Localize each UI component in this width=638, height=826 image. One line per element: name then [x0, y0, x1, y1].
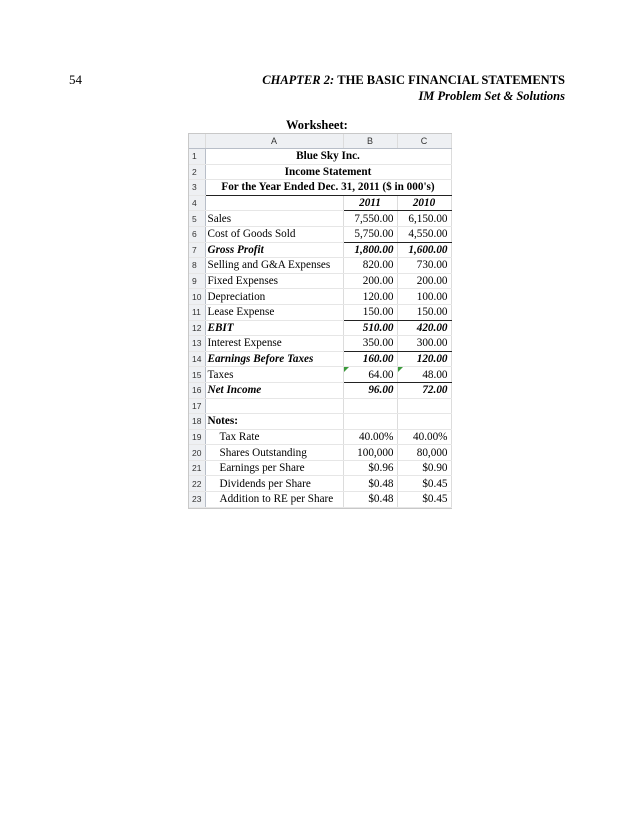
- row-19: [189, 429, 451, 445]
- row-22: [189, 476, 451, 492]
- value-2011-cell[interactable]: 40.00%: [343, 429, 397, 445]
- label-cell[interactable]: Taxes: [205, 367, 343, 383]
- label-cell[interactable]: Depreciation: [205, 289, 343, 305]
- row-20: [189, 445, 451, 461]
- row-number[interactable]: 18: [189, 414, 205, 430]
- value-2010-cell[interactable]: $0.90: [397, 460, 451, 476]
- value-2010-cell[interactable]: $0.45: [397, 492, 451, 508]
- value-2011-cell[interactable]: 1,800.00: [343, 242, 397, 258]
- label-cell[interactable]: Fixed Expenses: [205, 273, 343, 289]
- cell-a4[interactable]: [205, 195, 343, 211]
- value-2010-cell[interactable]: 72.00: [397, 382, 451, 398]
- label-cell[interactable]: Sales: [205, 211, 343, 227]
- row-number[interactable]: 9: [189, 273, 205, 289]
- label-cell[interactable]: Lease Expense: [205, 304, 343, 320]
- row-14: [189, 351, 451, 367]
- row-number[interactable]: 13: [189, 336, 205, 352]
- page-number: 54: [69, 72, 82, 87]
- row-4: [189, 195, 451, 211]
- row-2: [189, 164, 451, 180]
- income-statement-table: [189, 134, 452, 508]
- label-cell[interactable]: Gross Profit: [205, 242, 343, 258]
- spreadsheet: [188, 133, 452, 509]
- year-2011-cell[interactable]: 2011: [343, 195, 397, 211]
- value-2010-cell[interactable]: 730.00: [397, 258, 451, 274]
- value-2011-cell[interactable]: $0.96: [343, 460, 397, 476]
- value-2010-cell[interactable]: 200.00: [397, 273, 451, 289]
- row-21: [189, 460, 451, 476]
- chapter-prefix: CHAPTER 2:: [262, 73, 335, 87]
- row-number[interactable]: 19: [189, 429, 205, 445]
- value-2011-cell[interactable]: 160.00: [343, 351, 397, 367]
- row-number[interactable]: 20: [189, 445, 205, 461]
- label-cell[interactable]: Net Income: [205, 382, 343, 398]
- row-23: [189, 492, 451, 508]
- label-cell[interactable]: Tax Rate: [205, 429, 343, 445]
- column-header-b[interactable]: B: [343, 134, 397, 149]
- value-2011-cell[interactable]: 510.00: [343, 320, 397, 336]
- column-header-row: [189, 134, 451, 149]
- row-number[interactable]: 8: [189, 258, 205, 274]
- row-number[interactable]: 2: [189, 164, 205, 180]
- value-2011-cell[interactable]: 150.00: [343, 304, 397, 320]
- company-name-cell[interactable]: Blue Sky Inc.: [205, 149, 451, 165]
- label-cell[interactable]: EBIT: [205, 320, 343, 336]
- value-2011-cell[interactable]: $0.48: [343, 476, 397, 492]
- value-2011-cell[interactable]: 64.00: [343, 367, 397, 383]
- row-number[interactable]: 3: [189, 180, 205, 196]
- column-header-c[interactable]: C: [397, 134, 451, 149]
- row-number[interactable]: 6: [189, 226, 205, 242]
- cell-c17[interactable]: [397, 398, 451, 414]
- row-1: [189, 149, 451, 165]
- cell-c18[interactable]: [397, 414, 451, 430]
- value-2011-cell[interactable]: $0.48: [343, 492, 397, 508]
- value-2011-cell[interactable]: 5,750.00: [343, 226, 397, 242]
- chapter-subtitle: IM Problem Set & Solutions: [418, 89, 565, 103]
- value-2010-cell[interactable]: 6,150.00: [397, 211, 451, 227]
- row-11: [189, 304, 451, 320]
- label-cell[interactable]: Shares Outstanding: [205, 445, 343, 461]
- notes-heading-cell[interactable]: Notes:: [205, 414, 343, 430]
- row-number[interactable]: 12: [189, 320, 205, 336]
- label-cell[interactable]: Selling and G&A Expenses: [205, 258, 343, 274]
- value-2010-cell[interactable]: 40.00%: [397, 429, 451, 445]
- row-12: [189, 320, 451, 336]
- value-2011-cell[interactable]: 820.00: [343, 258, 397, 274]
- cell-a17[interactable]: [205, 398, 343, 414]
- row-8: [189, 258, 451, 274]
- label-cell[interactable]: Earnings Before Taxes: [205, 351, 343, 367]
- year-2010-cell[interactable]: 2010: [397, 195, 451, 211]
- value-2010-cell[interactable]: $0.45: [397, 476, 451, 492]
- chapter-title: THE BASIC FINANCIAL STATEMENTS: [337, 73, 565, 87]
- value-2010-cell[interactable]: 80,000: [397, 445, 451, 461]
- row-number[interactable]: 22: [189, 476, 205, 492]
- value-2010-cell[interactable]: 4,550.00: [397, 226, 451, 242]
- column-header-a[interactable]: A: [205, 134, 343, 149]
- value-2010-cell[interactable]: 100.00: [397, 289, 451, 305]
- value-2010-cell[interactable]: 120.00: [397, 351, 451, 367]
- row-13: [189, 336, 451, 352]
- value-2011-cell[interactable]: 120.00: [343, 289, 397, 305]
- row-number[interactable]: 4: [189, 195, 205, 211]
- row-number[interactable]: 23: [189, 492, 205, 508]
- cell-b18[interactable]: [343, 414, 397, 430]
- select-all-corner[interactable]: [189, 134, 205, 149]
- row-number[interactable]: 1: [189, 149, 205, 165]
- value-2011-cell[interactable]: 7,550.00: [343, 211, 397, 227]
- period-cell[interactable]: For the Year Ended Dec. 31, 2011 ($ in 000's): [205, 180, 451, 196]
- value-2010-cell[interactable]: 1,600.00: [397, 242, 451, 258]
- row-10: [189, 289, 451, 305]
- value-2011-cell[interactable]: 96.00: [343, 382, 397, 398]
- label-cell[interactable]: Earnings per Share: [205, 460, 343, 476]
- row-number[interactable]: 14: [189, 351, 205, 367]
- row-9: [189, 273, 451, 289]
- worksheet-label: Worksheet:: [286, 118, 348, 132]
- row-number[interactable]: 5: [189, 211, 205, 227]
- row-18: [189, 414, 451, 430]
- row-17: [189, 398, 451, 414]
- row-16: [189, 382, 451, 398]
- row-number[interactable]: 21: [189, 460, 205, 476]
- value-2010-cell[interactable]: 300.00: [397, 336, 451, 352]
- value-2011-cell[interactable]: 200.00: [343, 273, 397, 289]
- row-6: [189, 226, 451, 242]
- label-cell[interactable]: Dividends per Share: [205, 476, 343, 492]
- row-15: [189, 367, 451, 383]
- row-number[interactable]: 16: [189, 382, 205, 398]
- statement-title-cell[interactable]: Income Statement: [205, 164, 451, 180]
- chapter-heading: [262, 72, 565, 104]
- row-7: [189, 242, 451, 258]
- label-cell[interactable]: Addition to RE per Share: [205, 492, 343, 508]
- value-2010-cell[interactable]: 150.00: [397, 304, 451, 320]
- row-number[interactable]: 7: [189, 242, 205, 258]
- value-2010-cell[interactable]: 420.00: [397, 320, 451, 336]
- row-5: [189, 211, 451, 227]
- value-2011-cell[interactable]: 350.00: [343, 336, 397, 352]
- label-cell[interactable]: Cost of Goods Sold: [205, 226, 343, 242]
- row-number[interactable]: 17: [189, 398, 205, 414]
- value-2010-cell[interactable]: 48.00: [397, 367, 451, 383]
- row-number[interactable]: 11: [189, 304, 205, 320]
- row-number[interactable]: 15: [189, 367, 205, 383]
- value-2011-cell[interactable]: 100,000: [343, 445, 397, 461]
- row-3: [189, 180, 451, 196]
- cell-b17[interactable]: [343, 398, 397, 414]
- label-cell[interactable]: Interest Expense: [205, 336, 343, 352]
- row-number[interactable]: 10: [189, 289, 205, 305]
